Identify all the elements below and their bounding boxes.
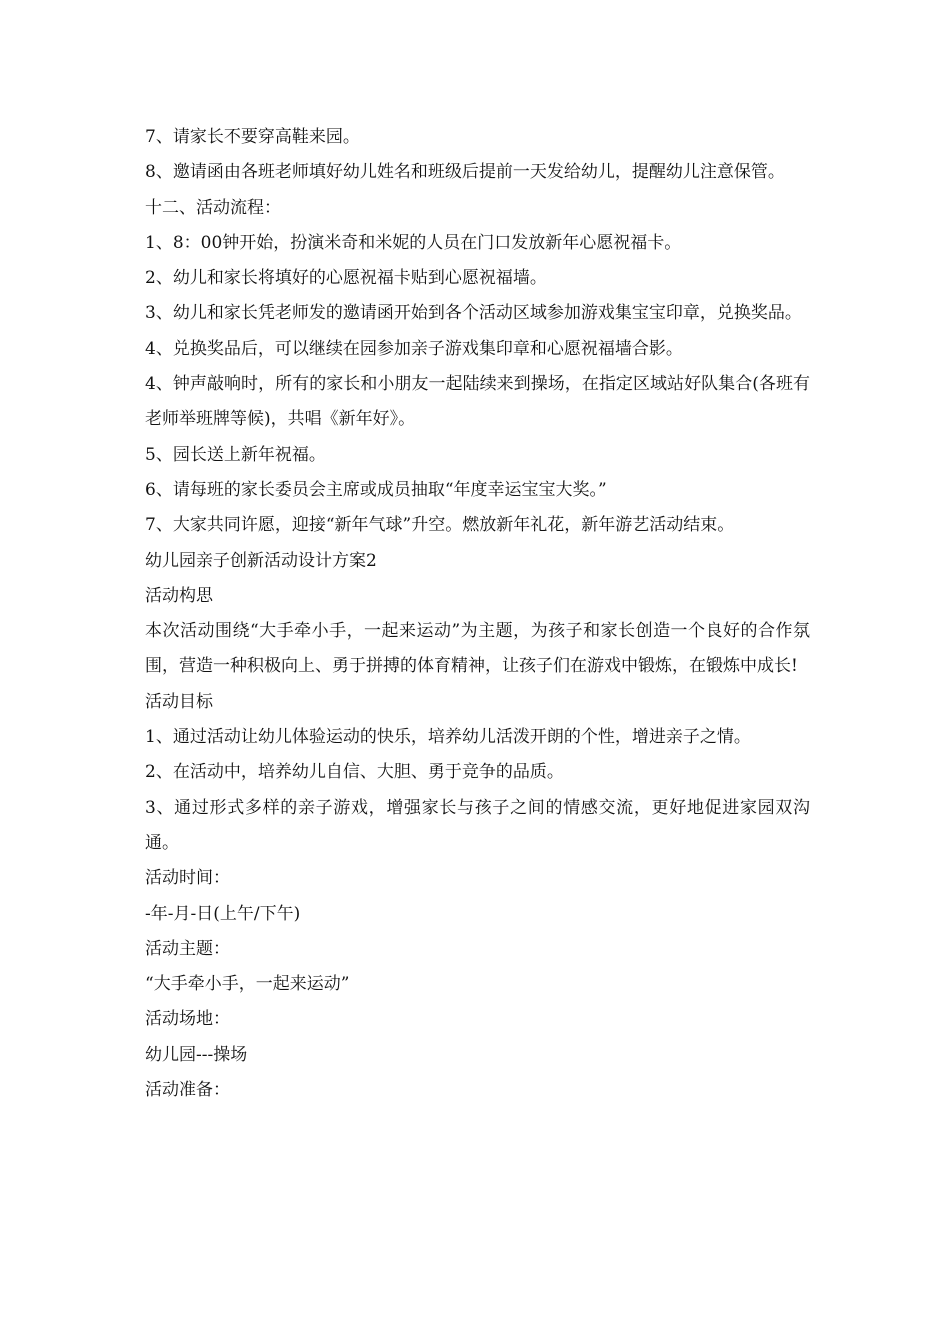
paragraph: 3、通过形式多样的亲子游戏，增强家长与孩子之间的情感交流，更好地促进家园双沟通。 xyxy=(145,797,810,853)
paragraph: 4、兑换奖品后，可以继续在园参加亲子游戏集印章和心愿祝福墙合影。 xyxy=(145,338,683,359)
paragraph: 1、通过活动让幼儿体验运动的快乐，培养幼儿活泼开朗的个性，增进亲子之情。 xyxy=(145,727,751,748)
document-title: 幼儿园亲子创新活动设计方案2 xyxy=(145,550,377,571)
paragraph: -年-月-日(上午/下午) xyxy=(145,903,301,924)
section-heading: 活动时间： xyxy=(145,868,230,889)
section-heading: 活动准备： xyxy=(145,1080,230,1101)
paragraph: 7、大家共同许愿，迎接“新年气球”升空。燃放新年礼花，新年游艺活动结束。 xyxy=(145,515,735,536)
paragraph: 4、钟声敲响时，所有的家长和小朋友一起陆续来到操场，在指定区域站好队集合(各班有老师举班牌等候)，共唱《新年好》。 xyxy=(145,374,810,430)
paragraph: 2、幼儿和家长将填好的心愿祝福卡贴到心愿祝福墙。 xyxy=(145,268,547,289)
section-heading: 活动主题： xyxy=(145,938,230,959)
paragraph: 8、邀请函由各班老师填好幼儿姓名和班级后提前一天发给幼儿，提醒幼儿注意保管。 xyxy=(145,162,785,183)
section-heading: 活动场地： xyxy=(145,1009,230,1030)
paragraph: “大手牵小手，一起来运动” xyxy=(145,974,350,995)
section-heading: 活动构思 xyxy=(145,585,213,606)
paragraph: 6、请每班的家长委员会主席或成员抽取“年度幸运宝宝大奖。” xyxy=(145,479,607,500)
section-heading: 十二、活动流程： xyxy=(145,197,281,218)
paragraph: 2、在活动中，培养幼儿自信、大胆、勇于竞争的品质。 xyxy=(145,762,564,783)
paragraph: 3、幼儿和家长凭老师发的邀请函开始到各个活动区域参加游戏集宝宝印章，兑换奖品。 xyxy=(145,303,802,324)
section-heading: 活动目标 xyxy=(145,691,213,712)
paragraph: 1、8：00钟开始，扮演米奇和米妮的人员在门口发放新年心愿祝福卡。 xyxy=(145,232,682,253)
paragraph: 7、请家长不要穿高鞋来园。 xyxy=(145,127,360,147)
paragraph: 幼儿园---操场 xyxy=(145,1044,248,1065)
document-body xyxy=(145,120,810,1108)
paragraph: 本次活动围绕“大手牵小手，一起来运动”为主题，为孩子和家长创造一个良好的合作氛围，营造一种积极向上、勇于拼搏的体育精神，让孩子们在游戏中锻炼，在锻炼中成长! xyxy=(145,621,810,677)
paragraph: 5、园长送上新年祝福。 xyxy=(145,444,326,465)
